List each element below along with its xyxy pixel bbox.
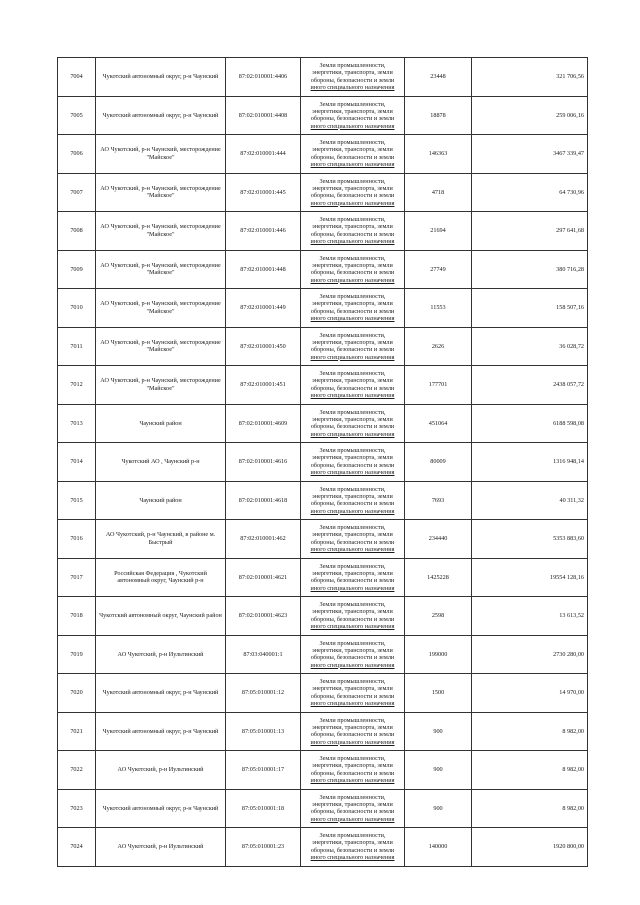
- land-category-cell: [301, 135, 405, 174]
- address-cell: АО Чукотский, р-н Чаунский, месторождение "Майское": [96, 327, 226, 366]
- row-number-cell: 7022: [58, 751, 96, 790]
- area-cell: 451064: [405, 404, 472, 443]
- category-line-2: энергетики, транспорта, земли: [312, 377, 393, 385]
- table-row: [58, 597, 588, 636]
- category-line-4: иного специального назначения: [310, 353, 395, 361]
- cadastral-number-cell: 87:05:010001:12: [226, 674, 301, 713]
- category-line-4: иного специального назначения: [310, 392, 395, 400]
- table-row: [58, 481, 588, 520]
- cadastral-number-cell: 87:02:010001:4623: [226, 597, 301, 636]
- land-category-cell: [301, 250, 405, 289]
- category-line-2: энергетики, транспорта, земли: [312, 107, 393, 115]
- category-line-1: Земли промышленности,: [319, 331, 386, 339]
- address-cell: АО Чукотский, р-н Чаунский, месторождение "Майское": [96, 173, 226, 212]
- category-line-4: иного специального назначения: [310, 276, 395, 284]
- cadastral-number-cell: 87:03:040001:1: [226, 635, 301, 674]
- area-cell: 23448: [405, 58, 472, 97]
- land-category-cell: [301, 712, 405, 751]
- land-category-cell: [301, 366, 405, 405]
- land-registry-table: [57, 57, 588, 867]
- row-number-cell: 7011: [58, 327, 96, 366]
- cadastral-cost-cell: 5353 883,60: [472, 520, 588, 559]
- row-number-cell: 7016: [58, 520, 96, 559]
- row-number-cell: 7009: [58, 250, 96, 289]
- cadastral-cost-cell: 8 982,00: [472, 712, 588, 751]
- category-line-2: энергетики, транспорта, земли: [312, 415, 393, 423]
- cadastral-cost-cell: 8 982,00: [472, 751, 588, 790]
- table-row: [58, 173, 588, 212]
- address-cell: АО Чукотский, р-н Чаунский, в районе м. Быстрый: [96, 520, 226, 559]
- area-cell: 2626: [405, 327, 472, 366]
- address-cell: АО Чукотский, р-н Чаунский, месторождение "Майское": [96, 135, 226, 174]
- category-line-2: энергетики, транспорта, земли: [312, 800, 393, 808]
- cadastral-number-cell: 87:02:010001:451: [226, 366, 301, 405]
- category-line-2: энергетики, транспорта, земли: [312, 685, 393, 693]
- category-line-3: обороны, безопасности и земли: [310, 577, 395, 585]
- address-cell: АО Чукотский, р-н Иультинский: [96, 635, 226, 674]
- table-row: [58, 712, 588, 751]
- area-cell: 1500: [405, 674, 472, 713]
- address-cell: Российская Федерация , Чукотский автономный округ, Чаунский р-н: [96, 558, 226, 597]
- land-category-cell: [301, 443, 405, 482]
- category-line-2: энергетики, транспорта, земли: [312, 261, 393, 269]
- land-category-cell: [301, 289, 405, 328]
- category-line-4: иного специального назначения: [310, 777, 395, 785]
- land-category-cell: [301, 58, 405, 97]
- land-category-cell: [301, 751, 405, 790]
- category-line-4: иного специального назначения: [310, 507, 395, 515]
- address-cell: АО Чукотский, р-н Иультинский: [96, 751, 226, 790]
- table-row: [58, 828, 588, 867]
- category-line-4: иного специального назначения: [310, 623, 395, 631]
- cadastral-cost-cell: 297 641,68: [472, 212, 588, 251]
- row-number-cell: 7008: [58, 212, 96, 251]
- category-line-1: Земли промышленности,: [319, 562, 386, 570]
- cadastral-cost-cell: 13 613,52: [472, 597, 588, 636]
- category-line-2: энергетики, транспорта, земли: [312, 762, 393, 770]
- table-row: [58, 674, 588, 713]
- cadastral-number-cell: 87:02:010001:4621: [226, 558, 301, 597]
- address-cell: Чукотский АО , Чаунский р-н: [96, 443, 226, 482]
- cadastral-cost-cell: 321 706,56: [472, 58, 588, 97]
- cadastral-cost-cell: 1920 800,00: [472, 828, 588, 867]
- land-category-cell: [301, 173, 405, 212]
- category-line-1: Земли промышленности,: [319, 485, 386, 493]
- category-line-4: иного специального назначения: [310, 661, 395, 669]
- table-row: [58, 751, 588, 790]
- category-line-4: иного специального назначения: [310, 546, 395, 554]
- area-cell: 234440: [405, 520, 472, 559]
- area-cell: 140000: [405, 828, 472, 867]
- category-line-2: энергетики, транспорта, земли: [312, 454, 393, 462]
- land-category-cell: [301, 404, 405, 443]
- cadastral-cost-cell: 158 507,16: [472, 289, 588, 328]
- category-line-3: обороны, безопасности и земли: [310, 115, 395, 123]
- area-cell: 11553: [405, 289, 472, 328]
- table-row: [58, 250, 588, 289]
- cadastral-cost-cell: 19554 128,16: [472, 558, 588, 597]
- land-category-cell: [301, 481, 405, 520]
- land-category-cell: [301, 828, 405, 867]
- row-number-cell: 7014: [58, 443, 96, 482]
- land-category-cell: [301, 597, 405, 636]
- address-cell: Чукотский автономный округ, р-н Чаунский: [96, 674, 226, 713]
- category-line-3: обороны, безопасности и земли: [310, 76, 395, 84]
- table-row: [58, 366, 588, 405]
- cadastral-number-cell: 87:02:010001:445: [226, 173, 301, 212]
- land-category-cell: [301, 635, 405, 674]
- row-number-cell: 7024: [58, 828, 96, 867]
- category-line-3: обороны, безопасности и земли: [310, 346, 395, 354]
- address-cell: АО Чукотский, р-н Чаунский, месторождение "Майское": [96, 212, 226, 251]
- category-line-1: Земли промышленности,: [319, 678, 386, 686]
- cadastral-cost-cell: 2438 057,72: [472, 366, 588, 405]
- table-row: [58, 404, 588, 443]
- address-cell: Чаунский район: [96, 404, 226, 443]
- table-row: [58, 58, 588, 97]
- category-line-4: иного специального назначения: [310, 738, 395, 746]
- cadastral-number-cell: 87:05:010001:17: [226, 751, 301, 790]
- cadastral-number-cell: 87:05:010001:18: [226, 789, 301, 828]
- category-line-4: иного специального назначения: [310, 430, 395, 438]
- cadastral-number-cell: 87:05:010001:23: [226, 828, 301, 867]
- category-line-4: иного специального назначения: [310, 122, 395, 130]
- category-line-4: иного специального назначения: [310, 700, 395, 708]
- area-cell: 146363: [405, 135, 472, 174]
- cadastral-cost-cell: 2730 280,00: [472, 635, 588, 674]
- category-line-1: Земли промышленности,: [319, 755, 386, 763]
- row-number-cell: 7010: [58, 289, 96, 328]
- category-line-1: Земли промышленности,: [319, 832, 386, 840]
- address-cell: Чукотский автономный округ, р-н Чаунский: [96, 58, 226, 97]
- cadastral-number-cell: 87:02:010001:4609: [226, 404, 301, 443]
- category-line-4: иного специального назначения: [310, 84, 395, 92]
- cadastral-cost-cell: 1316 948,14: [472, 443, 588, 482]
- row-number-cell: 7020: [58, 674, 96, 713]
- category-line-3: обороны, безопасности и земли: [310, 269, 395, 277]
- cadastral-cost-cell: 64 730,96: [472, 173, 588, 212]
- area-cell: 900: [405, 751, 472, 790]
- land-category-cell: [301, 212, 405, 251]
- category-line-1: Земли промышленности,: [319, 601, 386, 609]
- address-cell: Чукотский автономный округ, р-н Чаунский: [96, 789, 226, 828]
- cadastral-number-cell: 87:05:010001:13: [226, 712, 301, 751]
- address-cell: АО Чукотский, р-н Чаунский, месторождение "Майское": [96, 366, 226, 405]
- cadastral-cost-cell: 40 311,32: [472, 481, 588, 520]
- cadastral-number-cell: 87:02:010001:4616: [226, 443, 301, 482]
- category-line-2: энергетики, транспорта, земли: [312, 531, 393, 539]
- row-number-cell: 7012: [58, 366, 96, 405]
- area-cell: 900: [405, 789, 472, 828]
- category-line-3: обороны, безопасности и земли: [310, 192, 395, 200]
- category-line-1: Земли промышленности,: [319, 216, 386, 224]
- category-line-3: обороны, безопасности и земли: [310, 808, 395, 816]
- row-number-cell: 7004: [58, 58, 96, 97]
- row-number-cell: 7007: [58, 173, 96, 212]
- cadastral-cost-cell: 14 970,00: [472, 674, 588, 713]
- land-registry-table-page: [57, 57, 587, 867]
- table-row: [58, 789, 588, 828]
- cadastral-number-cell: 87:02:010001:4618: [226, 481, 301, 520]
- area-cell: 7693: [405, 481, 472, 520]
- category-line-2: энергетики, транспорта, земли: [312, 492, 393, 500]
- category-line-4: иного специального назначения: [310, 199, 395, 207]
- row-number-cell: 7018: [58, 597, 96, 636]
- category-line-1: Земли промышленности,: [319, 139, 386, 147]
- category-line-3: обороны, безопасности и земли: [310, 153, 395, 161]
- cadastral-cost-cell: 259 006,16: [472, 96, 588, 135]
- area-cell: 80009: [405, 443, 472, 482]
- cadastral-cost-cell: 8 982,00: [472, 789, 588, 828]
- table-row: [58, 96, 588, 135]
- category-line-1: Земли промышленности,: [319, 370, 386, 378]
- address-cell: Чукотский автономный округ, р-н Чаунский: [96, 712, 226, 751]
- category-line-3: обороны, безопасности и земли: [310, 731, 395, 739]
- row-number-cell: 7021: [58, 712, 96, 751]
- row-number-cell: 7005: [58, 96, 96, 135]
- category-line-2: энергетики, транспорта, земли: [312, 723, 393, 731]
- table-row: [58, 212, 588, 251]
- category-line-4: иного специального назначения: [310, 584, 395, 592]
- table-body: [58, 58, 588, 867]
- category-line-4: иного специального назначения: [310, 815, 395, 823]
- cadastral-number-cell: 87:02:010001:446: [226, 212, 301, 251]
- category-line-3: обороны, безопасности и земли: [310, 461, 395, 469]
- area-cell: 199000: [405, 635, 472, 674]
- land-category-cell: [301, 789, 405, 828]
- table-row: [58, 635, 588, 674]
- land-category-cell: [301, 520, 405, 559]
- row-number-cell: 7013: [58, 404, 96, 443]
- category-line-2: энергетики, транспорта, земли: [312, 839, 393, 847]
- table-row: [58, 520, 588, 559]
- row-number-cell: 7017: [58, 558, 96, 597]
- table-row: [58, 289, 588, 328]
- table-row: [58, 443, 588, 482]
- category-line-1: Земли промышленности,: [319, 62, 386, 70]
- row-number-cell: 7015: [58, 481, 96, 520]
- category-line-4: иного специального назначения: [310, 854, 395, 862]
- category-line-3: обороны, безопасности и земли: [310, 846, 395, 854]
- category-line-1: Земли промышленности,: [319, 177, 386, 185]
- category-line-3: обороны, безопасности и земли: [310, 230, 395, 238]
- cadastral-number-cell: 87:02:010001:449: [226, 289, 301, 328]
- category-line-1: Земли промышленности,: [319, 100, 386, 108]
- land-category-cell: [301, 674, 405, 713]
- address-cell: АО Чукотский, р-н Чаунский, месторождение "Майское": [96, 289, 226, 328]
- cadastral-number-cell: 87:02:010001:444: [226, 135, 301, 174]
- area-cell: 900: [405, 712, 472, 751]
- category-line-1: Земли промышленности,: [319, 524, 386, 532]
- category-line-3: обороны, безопасности и земли: [310, 654, 395, 662]
- category-line-4: иного специального назначения: [310, 238, 395, 246]
- category-line-4: иного специального назначения: [310, 315, 395, 323]
- address-cell: АО Чукотский, р-н Иультинский: [96, 828, 226, 867]
- area-cell: 27749: [405, 250, 472, 289]
- category-line-3: обороны, безопасности и земли: [310, 769, 395, 777]
- table-row: [58, 135, 588, 174]
- category-line-1: Земли промышленности,: [319, 793, 386, 801]
- category-line-2: энергетики, транспорта, земли: [312, 569, 393, 577]
- category-line-2: энергетики, транспорта, земли: [312, 223, 393, 231]
- category-line-3: обороны, безопасности и земли: [310, 423, 395, 431]
- category-line-3: обороны, безопасности и земли: [310, 692, 395, 700]
- cadastral-cost-cell: 36 028,72: [472, 327, 588, 366]
- area-cell: 18878: [405, 96, 472, 135]
- category-line-3: обороны, безопасности и земли: [310, 500, 395, 508]
- row-number-cell: 7006: [58, 135, 96, 174]
- row-number-cell: 7019: [58, 635, 96, 674]
- table-row: [58, 327, 588, 366]
- address-cell: Чукотский автономный округ, Чаунский район: [96, 597, 226, 636]
- category-line-2: энергетики, транспорта, земли: [312, 184, 393, 192]
- category-line-1: Земли промышленности,: [319, 639, 386, 647]
- area-cell: 177701: [405, 366, 472, 405]
- cadastral-cost-cell: 6188 598,08: [472, 404, 588, 443]
- land-category-cell: [301, 558, 405, 597]
- category-line-2: энергетики, транспорта, земли: [312, 646, 393, 654]
- category-line-1: Земли промышленности,: [319, 408, 386, 416]
- cadastral-number-cell: 87:02:010001:4406: [226, 58, 301, 97]
- category-line-3: обороны, безопасности и земли: [310, 307, 395, 315]
- area-cell: 2598: [405, 597, 472, 636]
- address-cell: Чукотский автономный округ, р-н Чаунский: [96, 96, 226, 135]
- category-line-4: иного специального назначения: [310, 469, 395, 477]
- cadastral-number-cell: 87:02:010001:462: [226, 520, 301, 559]
- category-line-2: энергетики, транспорта, земли: [312, 608, 393, 616]
- category-line-2: энергетики, транспорта, земли: [312, 146, 393, 154]
- cadastral-number-cell: 87:02:010001:450: [226, 327, 301, 366]
- cadastral-cost-cell: 3467 339,47: [472, 135, 588, 174]
- category-line-2: энергетики, транспорта, земли: [312, 300, 393, 308]
- cadastral-cost-cell: 380 716,28: [472, 250, 588, 289]
- row-number-cell: 7023: [58, 789, 96, 828]
- category-line-1: Земли промышленности,: [319, 716, 386, 724]
- category-line-2: энергетики, транспорта, земли: [312, 69, 393, 77]
- land-category-cell: [301, 96, 405, 135]
- category-line-1: Земли промышленности,: [319, 254, 386, 262]
- address-cell: АО Чукотский, р-н Чаунский, месторождение "Майское": [96, 250, 226, 289]
- category-line-3: обороны, безопасности и земли: [310, 538, 395, 546]
- area-cell: 21694: [405, 212, 472, 251]
- category-line-2: энергетики, транспорта, земли: [312, 338, 393, 346]
- category-line-4: иного специального назначения: [310, 161, 395, 169]
- category-line-3: обороны, безопасности и земли: [310, 615, 395, 623]
- category-line-3: обороны, безопасности и земли: [310, 384, 395, 392]
- land-category-cell: [301, 327, 405, 366]
- area-cell: 1425228: [405, 558, 472, 597]
- category-line-1: Земли промышленности,: [319, 293, 386, 301]
- area-cell: 4718: [405, 173, 472, 212]
- address-cell: Чаунский район: [96, 481, 226, 520]
- table-row: [58, 558, 588, 597]
- cadastral-number-cell: 87:02:010001:4408: [226, 96, 301, 135]
- cadastral-number-cell: 87:02:010001:448: [226, 250, 301, 289]
- category-line-1: Земли промышленности,: [319, 447, 386, 455]
